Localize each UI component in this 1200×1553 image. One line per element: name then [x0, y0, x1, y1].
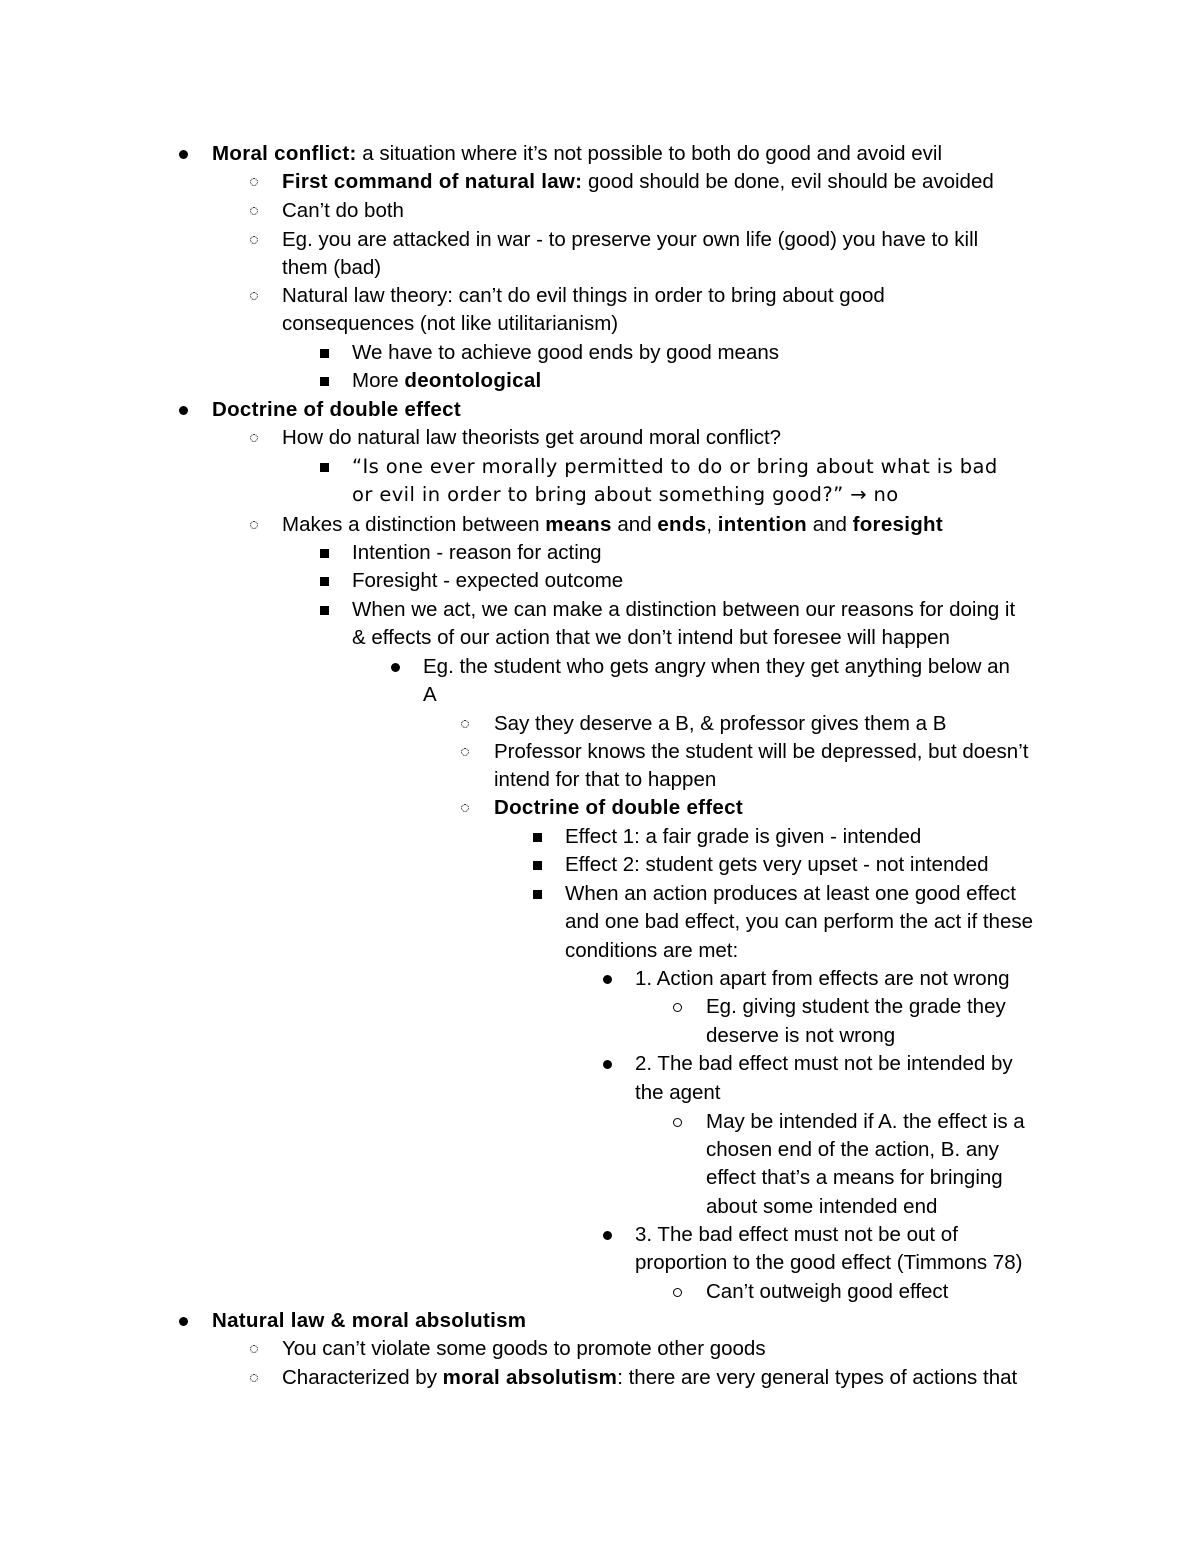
bullet-square-icon — [314, 567, 334, 595]
text-run: Eg. giving student the grade they — [706, 995, 1006, 1018]
text-run: deserve is not wrong — [706, 1024, 896, 1047]
text-run: consequences (not like utilitarianism) — [282, 312, 619, 335]
text-run: : there are very general types of actions that — [617, 1366, 1018, 1389]
text-run: 2. The bad effect must not be intended by — [635, 1052, 1013, 1075]
list-item-text — [212, 1307, 526, 1335]
list-item — [0, 453, 1200, 481]
bullet-dotted-circle-icon — [244, 197, 264, 225]
list-item — [0, 424, 1200, 452]
text-run: Say they deserve a B, & professor gives them a B — [494, 712, 947, 735]
bullet-circle-icon — [667, 1278, 687, 1306]
list-item-continuation — [0, 1164, 1200, 1192]
list-item-text — [706, 1108, 1025, 1136]
text-run: and — [807, 513, 853, 536]
bullet-dotted-circle-icon — [244, 1335, 264, 1363]
text-run: May be intended if A. the effect is a — [706, 1110, 1025, 1133]
bullet-disc-icon — [385, 653, 405, 681]
text-run: 3. The bad effect must not be out of — [635, 1223, 958, 1246]
list-item — [0, 823, 1200, 851]
list-item-text — [352, 367, 542, 395]
bullet-disc-icon — [173, 396, 193, 424]
list-item-text — [352, 339, 779, 367]
text-run: When an action produces at least one good effect — [565, 882, 1016, 905]
bold-term: Moral conflict: — [212, 142, 357, 165]
list-item-text — [565, 937, 738, 965]
bullet-circle-icon — [667, 993, 687, 1021]
text-run: proportion to the good effect (Timmons 78) — [635, 1251, 1023, 1274]
text-run: a situation where it’s not possible to both do good and avoid evil — [356, 142, 942, 165]
bullet-square-icon — [314, 339, 334, 367]
list-item-text — [635, 1249, 1022, 1277]
text-run: You can’t violate some goods to promote other goods — [282, 1337, 766, 1360]
list-item-text — [282, 282, 885, 310]
list-item-text — [706, 1022, 895, 1050]
list-item-text — [282, 254, 381, 282]
text-run: Effect 1: a fair grade is given - intended — [565, 825, 922, 848]
list-item-text — [282, 197, 404, 225]
list-item-continuation — [0, 481, 1200, 509]
list-item — [0, 168, 1200, 196]
list-item-continuation — [0, 681, 1200, 709]
bullet-dotted-circle-icon — [455, 738, 475, 766]
bold-term: means — [545, 513, 612, 536]
text-run: Effect 2: student gets very upset - not intended — [565, 853, 989, 876]
list-item — [0, 140, 1200, 168]
text-run: Foresight - expected outcome — [352, 569, 624, 592]
text-run: A — [423, 683, 437, 706]
list-item-continuation — [0, 1249, 1200, 1277]
text-run: Intention - reason for acting — [352, 541, 602, 564]
text-run: or evil in order to bring about something good?” → no — [352, 483, 899, 506]
bullet-disc-icon — [597, 965, 617, 993]
list-item — [0, 197, 1200, 225]
list-item — [0, 567, 1200, 595]
text-run: More — [352, 369, 405, 392]
list-item-text — [706, 993, 1006, 1021]
bullet-square-icon — [314, 367, 334, 395]
list-item-text — [352, 481, 899, 509]
list-item — [0, 993, 1200, 1021]
list-item — [0, 1307, 1200, 1335]
list-item-continuation — [0, 937, 1200, 965]
list-item-text — [352, 539, 602, 567]
list-item-text — [635, 965, 1010, 993]
list-item-text — [212, 396, 461, 424]
text-run: intend for that to happen — [494, 768, 717, 791]
list-item-text — [494, 710, 946, 738]
text-run: about some intended end — [706, 1195, 938, 1218]
list-item-continuation — [0, 1136, 1200, 1164]
bullet-disc-icon — [173, 140, 193, 168]
list-item — [0, 396, 1200, 424]
list-item-text — [706, 1164, 1003, 1192]
list-item-text — [352, 453, 998, 481]
list-item — [0, 226, 1200, 254]
bullet-dotted-circle-icon — [244, 424, 264, 452]
list-item-continuation — [0, 1193, 1200, 1221]
text-run: and one bad effect, you can perform the act if these — [565, 910, 1034, 933]
list-item-text — [635, 1050, 1013, 1078]
text-run: “Is one ever morally permitted to do or bring about what is bad — [352, 455, 998, 478]
bold-term: Doctrine of double effect — [212, 398, 461, 421]
list-item-text — [494, 794, 743, 822]
list-item — [0, 1221, 1200, 1249]
list-item-continuation — [0, 1079, 1200, 1107]
list-item — [0, 653, 1200, 681]
text-run: effect that’s a means for bringing — [706, 1166, 1003, 1189]
bullet-square-icon — [527, 851, 547, 879]
list-item-text — [565, 880, 1016, 908]
list-item-text — [565, 908, 1033, 936]
list-item-text — [494, 766, 716, 794]
text-run: good should be done, evil should be avoided — [582, 170, 994, 193]
list-item — [0, 851, 1200, 879]
bullet-dotted-circle-icon — [244, 226, 264, 254]
list-item — [0, 794, 1200, 822]
text-run: Natural law theory: can’t do evil things in order to bring about good — [282, 284, 885, 307]
list-item-text — [282, 1335, 766, 1363]
list-item-text — [282, 511, 943, 539]
list-item-continuation — [0, 908, 1200, 936]
text-run: & effects of our action that we don’t intend but foresee will happen — [352, 626, 950, 649]
list-item-text — [212, 140, 942, 168]
bullet-square-icon — [314, 539, 334, 567]
list-item-text — [494, 738, 1028, 766]
bold-term: ends — [657, 513, 707, 536]
list-item-text — [635, 1221, 958, 1249]
list-item-continuation — [0, 310, 1200, 338]
list-item — [0, 880, 1200, 908]
bold-term: foresight — [852, 513, 944, 536]
text-run: Makes a distinction between — [282, 513, 546, 536]
list-item-text — [706, 1193, 937, 1221]
list-item — [0, 1278, 1200, 1306]
list-item — [0, 339, 1200, 367]
list-item-text — [706, 1278, 948, 1306]
bold-term: Doctrine of double effect — [494, 796, 743, 819]
bullet-square-icon — [527, 823, 547, 851]
text-run: 1. Action apart from effects are not wrong — [635, 967, 1010, 990]
bullet-dotted-circle-icon — [244, 511, 264, 539]
list-item-text — [352, 567, 623, 595]
text-run: How do natural law theorists get around moral conflict? — [282, 426, 782, 449]
list-item-text — [706, 1136, 999, 1164]
list-item — [0, 1335, 1200, 1363]
list-item-text — [352, 596, 1015, 624]
bullet-dotted-circle-icon — [244, 168, 264, 196]
text-run: Characterized by — [282, 1366, 443, 1389]
list-item — [0, 710, 1200, 738]
list-item-continuation — [0, 624, 1200, 652]
bold-term: Natural law & moral absolutism — [212, 1309, 527, 1332]
bullet-dotted-circle-icon — [455, 710, 475, 738]
list-item — [0, 511, 1200, 539]
text-run: Professor knows the student will be depressed, but doesn’t — [494, 740, 1029, 763]
bold-term: intention — [717, 513, 807, 536]
bullet-dotted-circle-icon — [244, 1364, 264, 1392]
bullet-dotted-circle-icon — [244, 282, 264, 310]
list-item-text — [565, 823, 921, 851]
text-run: We have to achieve good ends by good means — [352, 341, 779, 364]
bullet-disc-icon — [173, 1307, 193, 1335]
bullet-square-icon — [527, 880, 547, 908]
list-item-text — [635, 1079, 721, 1107]
list-item-text — [282, 310, 618, 338]
list-item — [0, 282, 1200, 310]
list-item — [0, 965, 1200, 993]
list-item-text — [352, 624, 950, 652]
bullet-square-icon — [314, 453, 334, 481]
list-item-continuation — [0, 1022, 1200, 1050]
list-item-continuation — [0, 254, 1200, 282]
list-item-text — [423, 681, 437, 709]
text-run: and — [611, 513, 658, 536]
list-item-continuation — [0, 766, 1200, 794]
list-item — [0, 596, 1200, 624]
bold-term: deontological — [404, 369, 542, 392]
list-item — [0, 1050, 1200, 1078]
list-item-text — [282, 1364, 1017, 1392]
bullet-disc-icon — [597, 1050, 617, 1078]
list-item — [0, 1108, 1200, 1136]
text-run: the agent — [635, 1081, 721, 1104]
text-run: chosen end of the action, B. any — [706, 1138, 999, 1161]
bullet-square-icon — [314, 596, 334, 624]
list-item-text — [282, 168, 994, 196]
text-run: When we act, we can make a distinction between our reasons for doing it — [352, 598, 1016, 621]
list-item-text — [282, 424, 781, 452]
text-run: them (bad) — [282, 256, 382, 279]
list-item — [0, 367, 1200, 395]
bold-term: moral absolutism — [442, 1366, 618, 1389]
list-item — [0, 539, 1200, 567]
text-run: Eg. you are attacked in war - to preserve your own life (good) you have to kill — [282, 228, 979, 251]
bullet-circle-icon — [667, 1108, 687, 1136]
list-item-text — [565, 851, 989, 879]
text-run: conditions are met: — [565, 939, 739, 962]
text-run: Can’t outweigh good effect — [706, 1280, 949, 1303]
bullet-dotted-circle-icon — [455, 794, 475, 822]
list-item-text — [282, 226, 978, 254]
bullet-disc-icon — [597, 1221, 617, 1249]
list-item — [0, 1364, 1200, 1392]
bold-term: First command of natural law: — [282, 170, 583, 193]
text-run: Can’t do both — [282, 199, 404, 222]
text-run: , — [706, 513, 718, 536]
list-item — [0, 738, 1200, 766]
text-run: Eg. the student who gets angry when they get anything below an — [423, 655, 1010, 678]
list-item-text — [423, 653, 1010, 681]
